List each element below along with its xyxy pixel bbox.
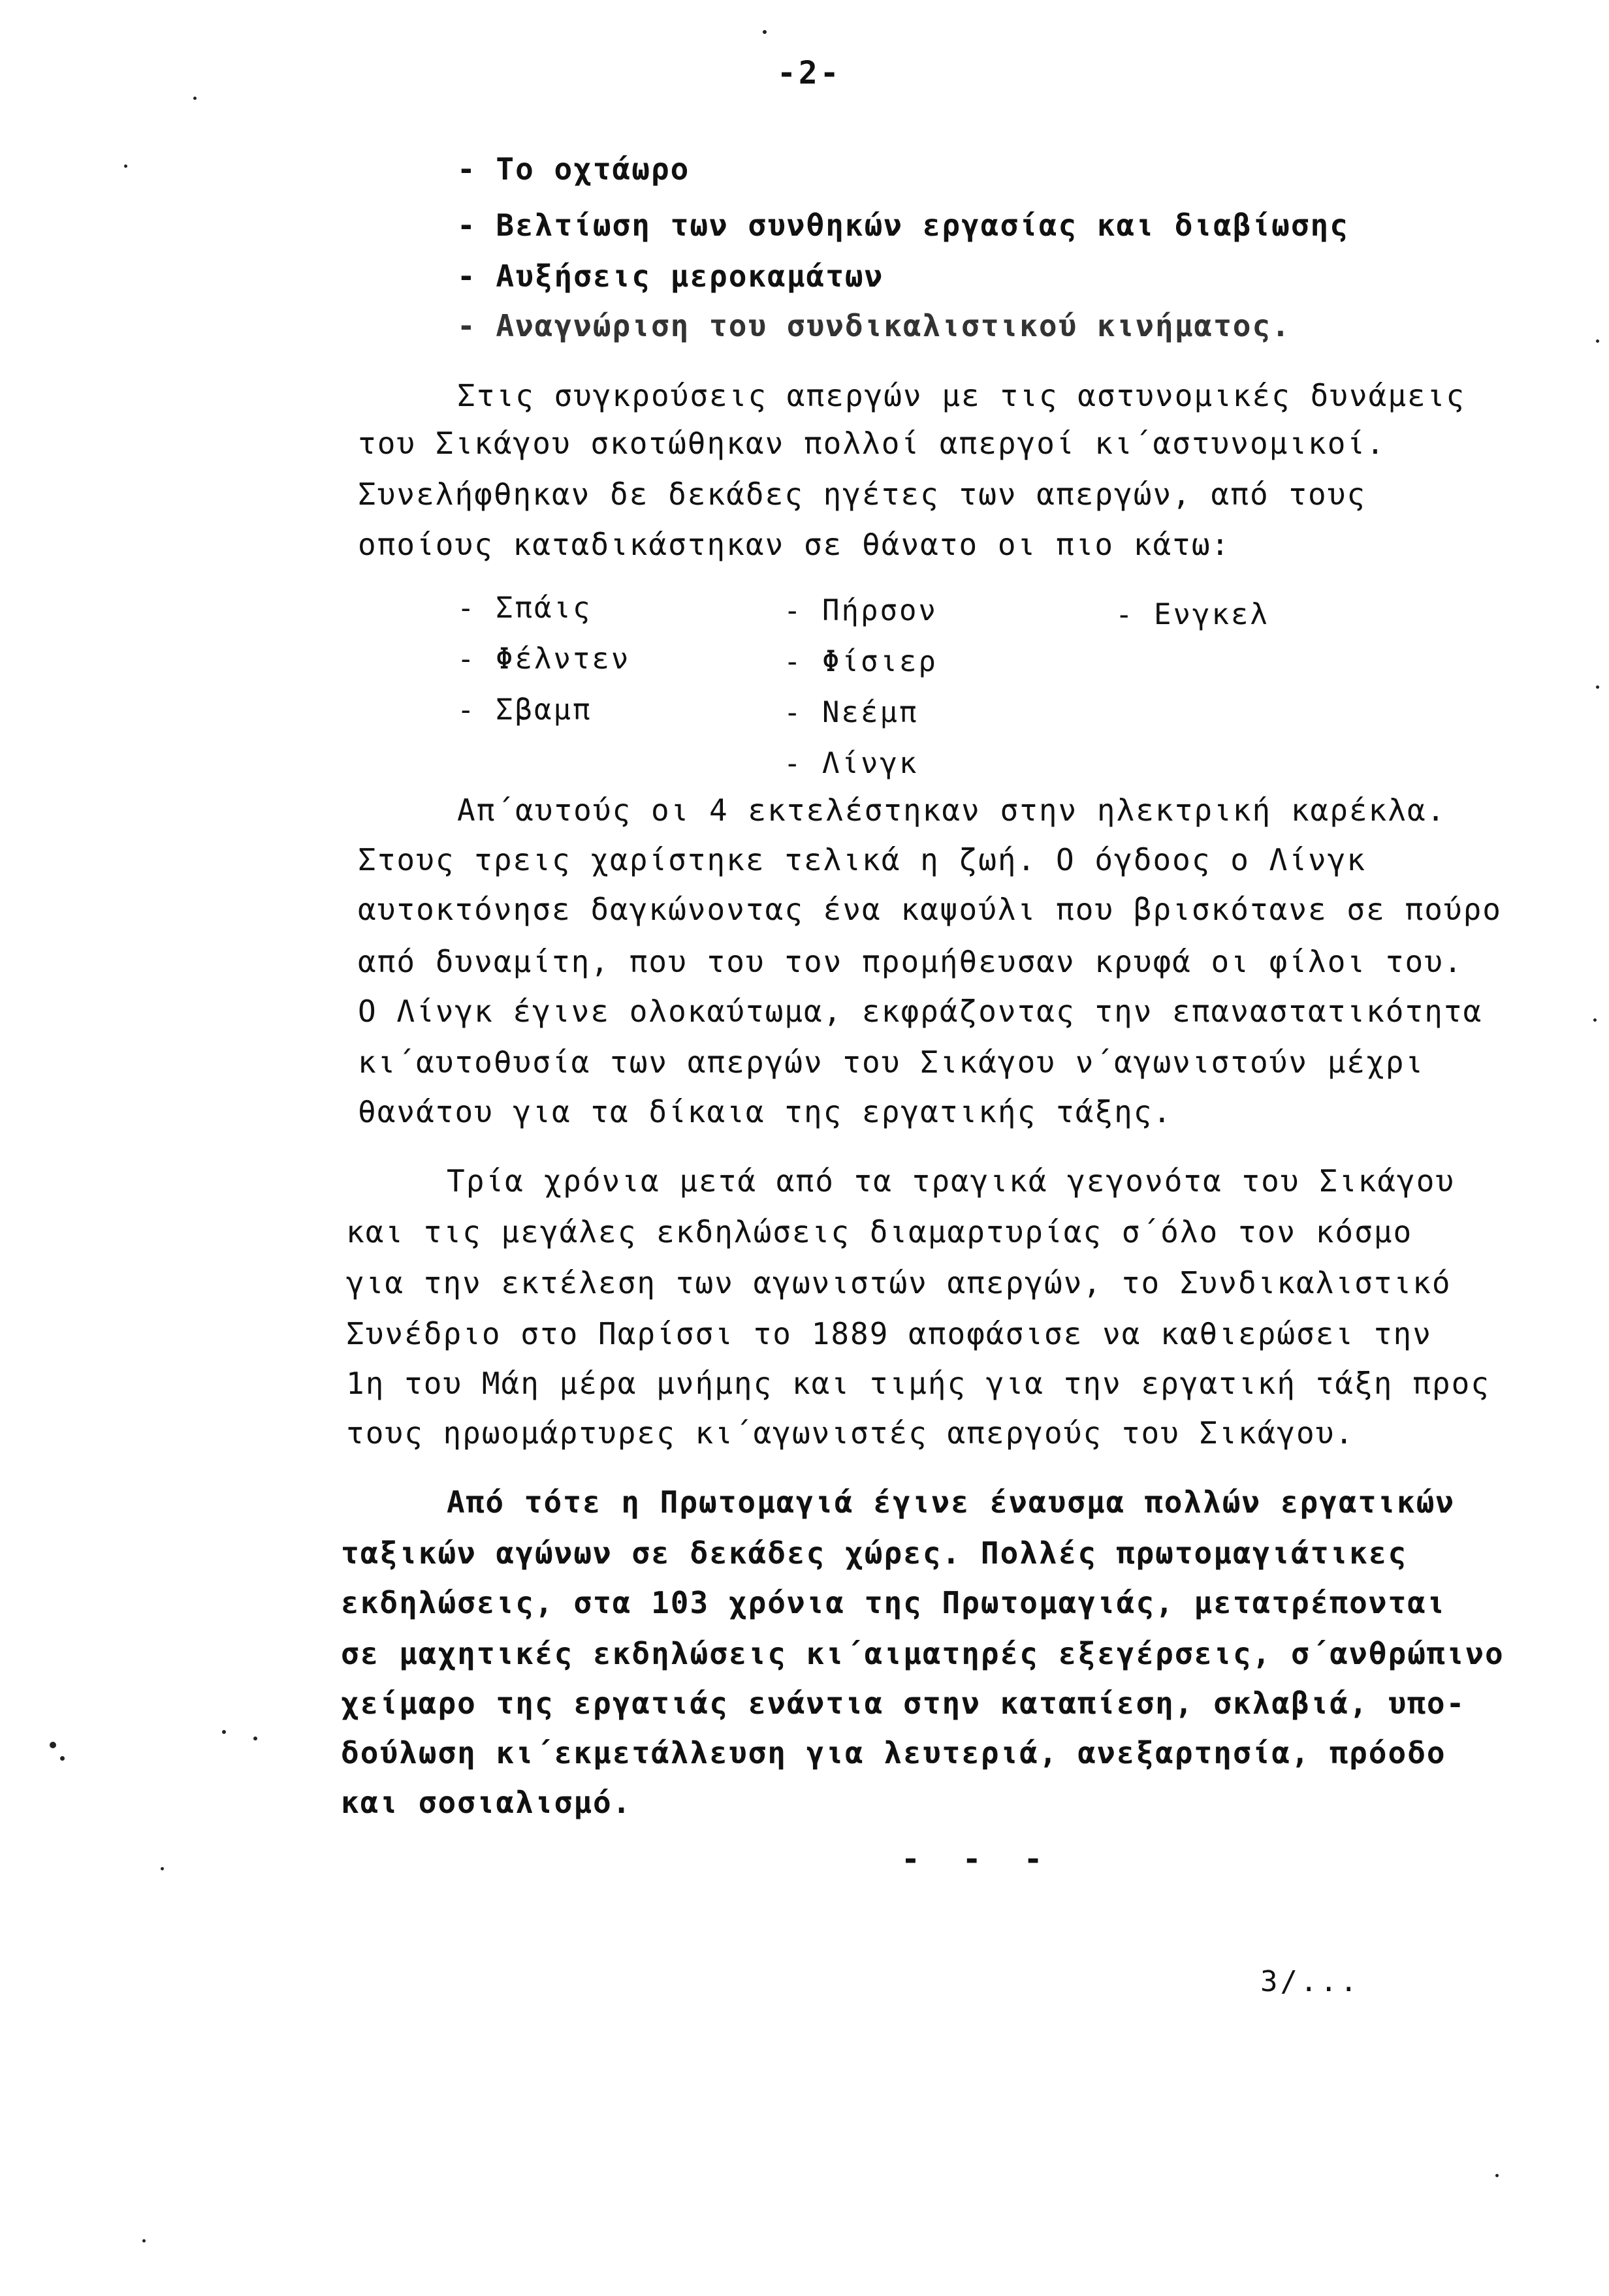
paragraph-2-line: αυτοκτόνησε δαγκώνοντας ένα καψούλι που βρισκότανε σε πούρο	[358, 892, 1502, 927]
paragraph-1-line: Στις συγκρούσεις απεργών με τις αστυνομικές δυνάμεις	[457, 378, 1466, 413]
paragraph-2-line: κι΄αυτοθυσία των απεργών του Σικάγου ν΄αγωνιστούν μέχρι	[358, 1045, 1425, 1080]
scan-speck	[1596, 685, 1599, 689]
paragraph-4-line: χείμαρο της εργατιάς ενάντια στην καταπίεση, σκλαβιά, υπο-	[341, 1686, 1466, 1721]
paragraph-2-line: Απ΄αυτούς οι 4 εκτελέστηκαν στην ηλεκτρική καρέκλα.	[457, 793, 1446, 828]
paragraph-1-line: οποίους καταδικάστηκαν σε θάνατο οι πιο κάτω:	[358, 527, 1231, 562]
demand-item: - Αναγνώριση του συνδικαλιστικού κινήματος.	[457, 308, 1291, 343]
paragraph-2-line: Στους τρεις χαρίστηκε τελικά η ζωή. Ο όγδοος ο Λίνγκ	[358, 842, 1367, 877]
scan-speck	[142, 2239, 146, 2242]
paragraph-2-line: από δυναμίτη, που του τον προμήθευσαν κρυφά οι φίλοι του.	[358, 944, 1463, 979]
paragraph-4-line: Από τότε η Πρωτομαγιά έγινε έναυσμα πολλών εργατικών	[447, 1485, 1456, 1520]
paragraph-3-line: Συνέδριο στο Παρίσσι το 1889 αποφάσισε να καθιερώσει την	[346, 1316, 1432, 1351]
name-item: - Σπάις	[457, 591, 592, 625]
paragraph-3-line: 1η του Μάη μέρα μνήμης και τιμής για την εργατική τάξη προς	[346, 1366, 1490, 1401]
scan-speck	[50, 1742, 56, 1748]
scan-speck	[161, 1867, 164, 1870]
page-number: -2-	[777, 55, 842, 91]
scan-speck	[763, 30, 767, 34]
scan-speck	[253, 1737, 257, 1740]
name-item: - Νεέμπ	[784, 696, 919, 729]
scan-speck	[124, 165, 127, 168]
demand-item: - Το οχτάωρο	[457, 151, 690, 187]
continuation-marker: 3/...	[1260, 1965, 1360, 1998]
scan-speck	[193, 97, 197, 100]
paragraph-1-line: του Σικάγου σκοτώθηκαν πολλοί απεργοί κι΄αστυνομικοί.	[358, 426, 1386, 461]
demand-item: - Αυξήσεις μεροκαμάτων	[457, 259, 884, 294]
paragraph-4-line: εκδηλώσεις, στα 103 χρόνια της Πρωτομαγιάς, μετατρέπονται	[341, 1585, 1446, 1620]
demand-item: - Βελτίωση των συνθηκών εργασίας και διαβίωσης	[457, 208, 1349, 243]
name-item: - Ενγκελ	[1115, 598, 1269, 631]
name-item: - Φέλντεν	[457, 642, 631, 676]
paragraph-4-line: σε μαχητικές εκδηλώσεις κι΄αιματηρές εξεγέρσεις, σ΄ανθρώπινο	[341, 1636, 1505, 1671]
scan-speck	[222, 1730, 226, 1734]
scan-speck	[1593, 1018, 1597, 1022]
paragraph-4-line: ταξικών αγώνων σε δεκάδες χώρες. Πολλές πρωτομαγιάτικες	[341, 1535, 1408, 1571]
paragraph-2-line: θανάτου για τα δίκαια της εργατικής τάξης.	[358, 1094, 1173, 1129]
paragraph-4-line: δούλωση κι΄εκμετάλλευση για λευτεριά, ανεξαρτησία, πρόοδο	[341, 1735, 1446, 1770]
paragraph-1-line: Συνελήφθηκαν δε δεκάδες ηγέτες των απεργών, από τους	[358, 477, 1367, 512]
name-item: - Πήρσον	[784, 594, 938, 627]
paragraph-3-line: τους ηρωομάρτυρες κι΄αγωνιστές απεργούς του Σικάγου.	[346, 1415, 1355, 1451]
scan-speck	[1596, 339, 1599, 343]
paragraph-2-line: Ο Λίνγκ έγινε ολοκαύτωμα, εκφράζοντας την επαναστατικότητα	[358, 994, 1483, 1029]
name-item: - Φίσιερ	[784, 645, 938, 678]
paragraph-3-line: και τις μεγάλες εκδηλώσεις διαμαρτυρίας σ΄όλο τον κόσμο	[346, 1214, 1413, 1250]
name-item: - Σβαμπ	[457, 693, 592, 727]
paragraph-3-line: Τρία χρόνια μετά από τα τραγικά γεγονότα του Σικάγου	[447, 1163, 1456, 1199]
paragraph-3-line: για την εκτέλεση των αγωνιστών απεργών, το Συνδικαλιστικό	[346, 1265, 1452, 1300]
scan-speck	[1495, 2174, 1499, 2177]
section-separator: - - -	[901, 1841, 1055, 1878]
paragraph-4-line: και σοσιαλισμό.	[341, 1785, 632, 1820]
scan-speck	[60, 1756, 65, 1761]
name-item: - Λίνγκ	[784, 747, 919, 780]
